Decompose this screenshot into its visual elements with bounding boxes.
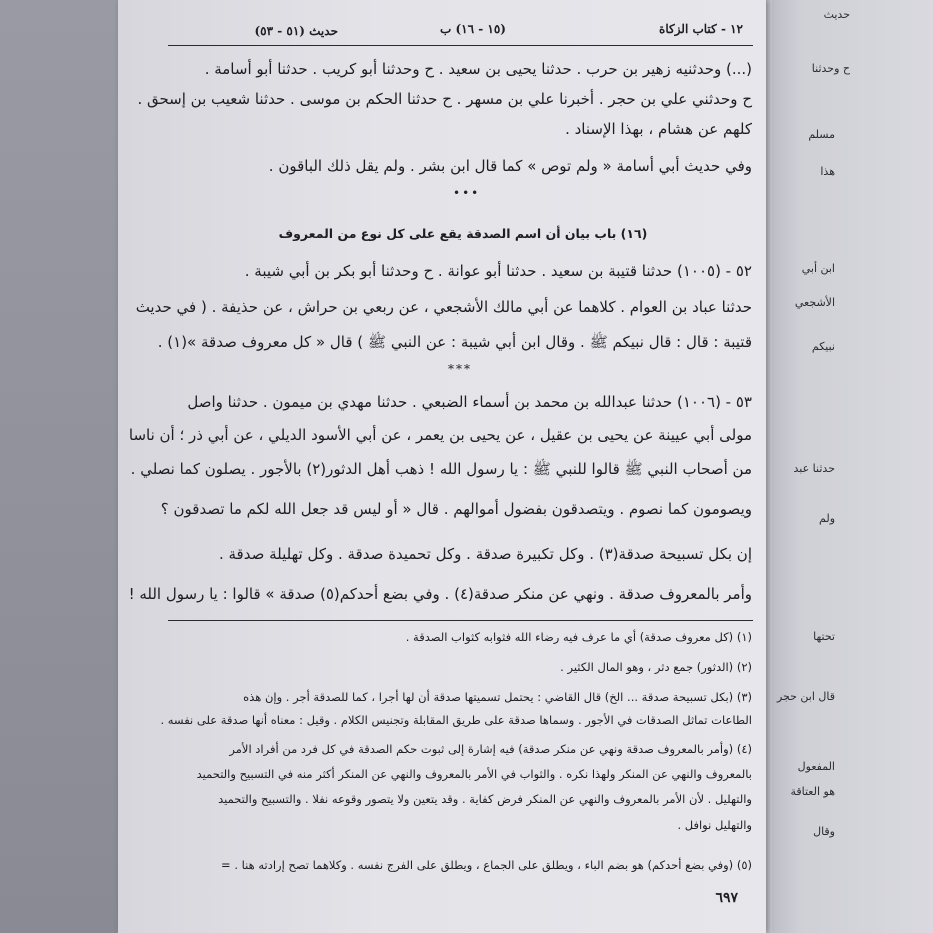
header-center: (١٥ - ١٦) ب [440, 22, 506, 36]
top-line: ح وحدثني علي بن حجر . أخبرنا علي بن مسهر . ح حدثنا الحكم بن موسى . حدثنا شعيب بن إسحق . [137, 90, 752, 108]
section-heading: (١٦) باب بيان أن اسم الصدقة يقع على كل نوع من المعروف [278, 226, 648, 241]
facing-line: الأشجعي [794, 296, 835, 309]
facing-line: قال ابن حجر [776, 690, 835, 703]
facing-line: حديث [823, 8, 850, 21]
hadith-line: ٥٣ - (١٠٠٦) حدثنا عبدالله بن محمد بن أسماء الضبعي . حدثنا مهدي بن ميمون . حدثنا واصل [187, 393, 752, 411]
footnote: (١) (كل معروف صدقة) أي ما عرف فيه رضاء الله فثوابه كثواب الصدقة . [405, 630, 752, 644]
hadith-line: وأمر بالمعروف صدقة . ونهي عن منكر صدقة(٤) . وفي بضع أحدكم(٥) صدقة » قالوا : يا رسول الله ! [128, 585, 752, 603]
book-page [118, 0, 766, 933]
facing-line: ابن أبي [801, 262, 835, 275]
facing-line: هو العتاقة [790, 785, 835, 798]
facing-line: المفعول [797, 760, 835, 773]
footnote: (٥) (وفي بضع أحدكم) هو بضم الباء ، ويطلق على الجماع ، ويطلق على الفرج نفسه . وكلاهما تصح إرادته هنا . = [221, 858, 752, 872]
footnote: (٢) (الدثور) جمع دثر ، وهو المال الكثير . [560, 660, 752, 674]
header-right: ١٢ - كتاب الزكاة [659, 22, 743, 36]
facing-line: ولم [819, 512, 835, 525]
footnote: والتهليل نوافل . [677, 818, 752, 832]
facing-line: مسلم [808, 128, 835, 141]
footnote: الطاعات تماثل الصدقات في الأجور . وسماها صدقة على طريق المقابلة وتجنيس الكلام . وقيل : معناه أنها صدقة على نفسه . [160, 713, 752, 727]
header-left: حديث (٥١ - ٥٣) [254, 24, 338, 38]
hadith-line: قتيبة : قال : قال نبيكم ﷺ . وقال ابن أبي شيبة : عن النبي ﷺ ) قال « كل معروف صدقة »(١) . [157, 333, 752, 351]
footnote: والتهليل . لأن الأمر بالمعروف والنهي عن المنكر فرض كفاية . وقد يتعين ولا يتصور وقوعه نفلا . والتسبيح والتحميد [218, 792, 752, 806]
facing-line: نبيكم [811, 340, 835, 353]
footnote: بالمعروف والنهي عن المنكر ولهذا نكره . والثواب في الأمر بالمعروف والنهي عن المنكر أكثر منه في التسبيح والتحميد [196, 767, 752, 781]
footnote-rule [168, 620, 753, 621]
hadith-line: حدثنا عباد بن العوام . كلاهما عن أبي مالك الأشجعي ، عن ربعي بن حراش ، عن حذيفة . ( في حديث [135, 298, 752, 316]
separator-dots: ••• [453, 186, 481, 200]
facing-line: هذا [820, 165, 835, 178]
footnote: (٣) (بكل تسبيحة صدقة ... الخ) قال القاضي : يحتمل تسميتها صدقة أن لها أجرا ، كما للصدقة أجر . وإن هذه [243, 690, 752, 704]
hadith-line: إن بكل تسبيحة صدقة(٣) . وكل تكبيرة صدقة . وكل تحميدة صدقة . وكل تهليلة صدقة . [218, 545, 752, 563]
facing-line: ح وحدثنا [811, 62, 850, 75]
header-rule [168, 45, 753, 46]
facing-line: وقال [813, 825, 835, 838]
hadith-line: مولى أبي عيينة عن يحيى بن عقيل ، عن يحيى بن يعمر ، عن أبي الأسود الديلي ، عن أبي ذر ؛ أن ناسا [128, 426, 752, 444]
hadith-line: ٥٢ - (١٠٠٥) حدثنا قتيبة بن سعيد . حدثنا أبو عوانة . ح وحدثنا أبو بكر بن أبي شيبة . [244, 262, 752, 280]
top-line: (...) وحدثنيه زهير بن حرب . حدثنا يحيى بن سعيد . ح وحدثنا أبو كريب . حدثنا أبو أسامة . [204, 60, 752, 78]
page-number: ٦٩٧ [715, 890, 738, 906]
top-line: وفي حديث أبي أسامة « ولم توص » كما قال ابن بشر . ولم يقل ذلك الباقون . [268, 157, 752, 175]
footnote: (٤) (وأمر بالمعروف صدقة ونهي عن منكر صدقة) فيه إشارة إلى ثبوت حكم الصدقة في كل فرد من أفراد الأمر [229, 742, 752, 756]
hadith-line: ويصومون كما نصوم . ويتصدقون بفضول أموالهم . قال « أو ليس قد جعل الله لكم ما تصدقون ؟ [160, 500, 752, 518]
facing-line: حدثنا عبد [793, 462, 835, 475]
top-line: كلهم عن هشام ، بهذا الإسناد . [565, 120, 752, 138]
hadith-line: من أصحاب النبي ﷺ قالوا للنبي ﷺ : يا رسول الله ! ذهب أهل الدثور(٢) بالأجور . يصلون كما نصلي . [130, 460, 752, 478]
facing-line: تحتها [813, 630, 835, 643]
separator-stars: *** [448, 362, 472, 376]
